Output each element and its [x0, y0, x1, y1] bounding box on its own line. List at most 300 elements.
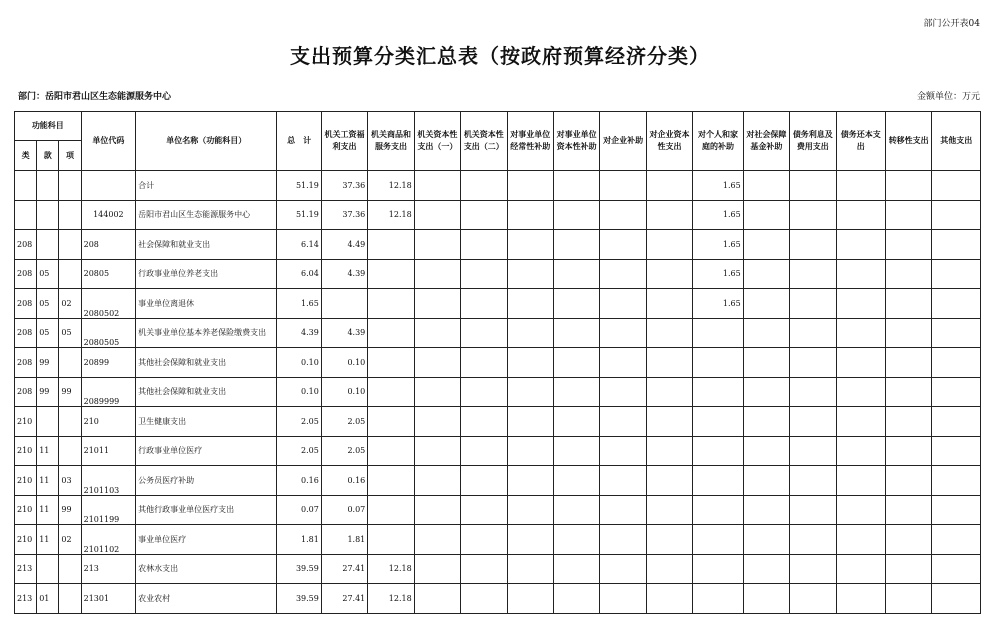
cell-total: 39.59 [277, 584, 321, 614]
cell-c8 [646, 495, 692, 525]
cell-c2: 12.18 [368, 200, 414, 230]
cell-c11 [790, 584, 836, 614]
cell-c4 [461, 348, 507, 378]
table-row [15, 289, 981, 319]
cell-name: 机关事业单位基本养老保险缴费支出 [136, 318, 277, 348]
cell-lei: 208 [15, 289, 37, 319]
cell-code: 20899 [81, 348, 136, 378]
cell-code: 2101102 [81, 525, 136, 555]
cell-c7 [600, 407, 646, 437]
cell-c8 [646, 289, 692, 319]
department-label: 部门：岳阳市君山区生态能源服务中心 [18, 92, 172, 102]
cell-c12 [836, 171, 885, 201]
cell-total: 0.10 [277, 377, 321, 407]
cell-c1: 27.41 [321, 584, 367, 614]
cell-c8 [646, 200, 692, 230]
cell-c11 [790, 200, 836, 230]
header-c8: 对企业资本性支出 [646, 112, 692, 171]
cell-c11 [790, 289, 836, 319]
cell-c9 [693, 348, 743, 378]
cell-total: 6.14 [277, 230, 321, 260]
cell-total: 51.19 [277, 171, 321, 201]
cell-total: 1.65 [277, 289, 321, 319]
cell-c10 [743, 525, 789, 555]
cell-c2 [368, 466, 414, 496]
cell-c4 [461, 318, 507, 348]
cell-c12 [836, 525, 885, 555]
cell-lei [15, 171, 37, 201]
cell-c9 [693, 436, 743, 466]
cell-kuan [37, 407, 59, 437]
cell-c9: 1.65 [693, 230, 743, 260]
cell-kuan: 11 [37, 525, 59, 555]
cell-c3 [414, 318, 460, 348]
cell-name: 卫生健康支出 [136, 407, 277, 437]
cell-c8 [646, 377, 692, 407]
cell-name: 社会保障和就业支出 [136, 230, 277, 260]
cell-c4 [461, 230, 507, 260]
cell-c5 [507, 230, 553, 260]
cell-xiang [59, 584, 81, 614]
cell-c14 [932, 318, 981, 348]
cell-c3 [414, 584, 460, 614]
table-row [15, 259, 981, 289]
cell-c10 [743, 407, 789, 437]
cell-c6 [553, 495, 599, 525]
cell-c13 [885, 466, 931, 496]
cell-c13 [885, 200, 931, 230]
cell-c2 [368, 407, 414, 437]
cell-xiang [59, 554, 81, 584]
cell-c1: 37.36 [321, 171, 367, 201]
cell-c7 [600, 318, 646, 348]
header-kuan: 款 [37, 141, 59, 171]
cell-c10 [743, 495, 789, 525]
cell-name: 合计 [136, 171, 277, 201]
cell-c12 [836, 289, 885, 319]
cell-c7 [600, 259, 646, 289]
cell-name: 其他社会保障和就业支出 [136, 348, 277, 378]
cell-c11 [790, 466, 836, 496]
cell-lei: 210 [15, 495, 37, 525]
cell-c11 [790, 230, 836, 260]
cell-c4 [461, 436, 507, 466]
cell-c12 [836, 230, 885, 260]
cell-c5 [507, 407, 553, 437]
cell-c10 [743, 318, 789, 348]
cell-c13 [885, 348, 931, 378]
cell-c10 [743, 200, 789, 230]
cell-c10 [743, 377, 789, 407]
cell-code: 2101103 [81, 466, 136, 496]
cell-c4 [461, 171, 507, 201]
cell-c4 [461, 525, 507, 555]
cell-c12 [836, 466, 885, 496]
cell-lei: 208 [15, 348, 37, 378]
cell-c3 [414, 259, 460, 289]
cell-c3 [414, 200, 460, 230]
cell-code: 144002 [81, 200, 136, 230]
cell-c11 [790, 259, 836, 289]
cell-code: 21301 [81, 584, 136, 614]
cell-xiang [59, 200, 81, 230]
cell-c12 [836, 436, 885, 466]
cell-c13 [885, 584, 931, 614]
header-c1: 机关工资福利支出 [321, 112, 367, 171]
cell-c14 [932, 584, 981, 614]
table-row [15, 377, 981, 407]
cell-c12 [836, 495, 885, 525]
cell-c1: 0.16 [321, 466, 367, 496]
cell-c7 [600, 348, 646, 378]
cell-name: 行政事业单位养老支出 [136, 259, 277, 289]
cell-code: 20805 [81, 259, 136, 289]
cell-c8 [646, 584, 692, 614]
cell-c9: 1.65 [693, 171, 743, 201]
cell-c7 [600, 377, 646, 407]
cell-c13 [885, 377, 931, 407]
cell-c8 [646, 259, 692, 289]
header-c5: 对事业单位经常性补助 [507, 112, 553, 171]
cell-c4 [461, 200, 507, 230]
cell-c2 [368, 318, 414, 348]
cell-lei: 210 [15, 436, 37, 466]
cell-c7 [600, 171, 646, 201]
cell-c6 [553, 348, 599, 378]
cell-c7 [600, 584, 646, 614]
cell-c10 [743, 584, 789, 614]
cell-c2: 12.18 [368, 171, 414, 201]
cell-c10 [743, 259, 789, 289]
cell-c6 [553, 407, 599, 437]
cell-c7 [600, 200, 646, 230]
cell-c10 [743, 289, 789, 319]
cell-c1: 4.39 [321, 318, 367, 348]
cell-c1: 0.10 [321, 348, 367, 378]
cell-kuan [37, 554, 59, 584]
cell-c6 [553, 289, 599, 319]
header-c13: 转移性支出 [885, 112, 931, 171]
cell-c3 [414, 348, 460, 378]
cell-c3 [414, 407, 460, 437]
table-row [15, 584, 981, 614]
cell-c5 [507, 289, 553, 319]
cell-c3 [414, 525, 460, 555]
cell-c3 [414, 495, 460, 525]
cell-c12 [836, 318, 885, 348]
cell-xiang: 03 [59, 466, 81, 496]
cell-c11 [790, 436, 836, 466]
cell-c2 [368, 436, 414, 466]
cell-c1: 1.81 [321, 525, 367, 555]
cell-name: 岳阳市君山区生态能源服务中心 [136, 200, 277, 230]
cell-kuan: 99 [37, 348, 59, 378]
cell-c6 [553, 584, 599, 614]
cell-c13 [885, 289, 931, 319]
cell-c1: 27.41 [321, 554, 367, 584]
page-title: 支出预算分类汇总表（按政府预算经济分类） [290, 44, 710, 68]
cell-c14 [932, 495, 981, 525]
cell-c8 [646, 525, 692, 555]
cell-c8 [646, 466, 692, 496]
cell-c5 [507, 200, 553, 230]
cell-c2 [368, 230, 414, 260]
cell-xiang: 99 [59, 377, 81, 407]
cell-kuan: 01 [37, 584, 59, 614]
cell-c1: 4.49 [321, 230, 367, 260]
header-c3: 机关资本性支出（一） [414, 112, 460, 171]
cell-lei: 210 [15, 525, 37, 555]
cell-c6 [553, 318, 599, 348]
cell-c12 [836, 200, 885, 230]
cell-c6 [553, 171, 599, 201]
cell-c6 [553, 436, 599, 466]
cell-name: 其他社会保障和就业支出 [136, 377, 277, 407]
cell-c4 [461, 495, 507, 525]
cell-name: 农林水支出 [136, 554, 277, 584]
cell-lei: 210 [15, 407, 37, 437]
cell-code: 208 [81, 230, 136, 260]
cell-c5 [507, 348, 553, 378]
table-row [15, 230, 981, 260]
cell-c12 [836, 554, 885, 584]
cell-c4 [461, 466, 507, 496]
cell-c6 [553, 554, 599, 584]
cell-c8 [646, 436, 692, 466]
cell-c6 [553, 525, 599, 555]
cell-code: 2080505 [81, 318, 136, 348]
cell-c14 [932, 466, 981, 496]
cell-c3 [414, 171, 460, 201]
cell-c13 [885, 407, 931, 437]
cell-lei: 208 [15, 318, 37, 348]
cell-c9 [693, 525, 743, 555]
cell-name: 其他行政事业单位医疗支出 [136, 495, 277, 525]
cell-total: 6.04 [277, 259, 321, 289]
cell-code: 21011 [81, 436, 136, 466]
cell-c10 [743, 466, 789, 496]
cell-c11 [790, 318, 836, 348]
header-xiang: 项 [59, 141, 81, 171]
cell-c13 [885, 436, 931, 466]
cell-c14 [932, 289, 981, 319]
cell-lei: 208 [15, 259, 37, 289]
cell-c13 [885, 318, 931, 348]
cell-c8 [646, 230, 692, 260]
cell-c1 [321, 289, 367, 319]
cell-c7 [600, 436, 646, 466]
cell-c7 [600, 554, 646, 584]
cell-c7 [600, 230, 646, 260]
cell-c10 [743, 554, 789, 584]
table-row [15, 495, 981, 525]
cell-c9: 1.65 [693, 200, 743, 230]
cell-name: 事业单位医疗 [136, 525, 277, 555]
cell-kuan: 11 [37, 436, 59, 466]
cell-total: 39.59 [277, 554, 321, 584]
cell-c12 [836, 407, 885, 437]
header-c14: 其他支出 [932, 112, 981, 171]
cell-c2 [368, 289, 414, 319]
cell-c9 [693, 466, 743, 496]
header-unit-code: 单位代码 [81, 112, 136, 171]
cell-c7 [600, 525, 646, 555]
header-c9: 对个人和家庭的补助 [693, 112, 743, 171]
cell-c13 [885, 525, 931, 555]
cell-c7 [600, 495, 646, 525]
table-row [15, 554, 981, 584]
cell-c7 [600, 466, 646, 496]
cell-code: 213 [81, 554, 136, 584]
cell-c2 [368, 525, 414, 555]
header-c12: 债务还本支出 [836, 112, 885, 171]
cell-c4 [461, 554, 507, 584]
cell-name: 农业农村 [136, 584, 277, 614]
cell-kuan: 05 [37, 259, 59, 289]
cell-kuan: 99 [37, 377, 59, 407]
cell-c3 [414, 436, 460, 466]
cell-c14 [932, 554, 981, 584]
cell-lei: 213 [15, 584, 37, 614]
cell-total: 2.05 [277, 436, 321, 466]
cell-xiang: 05 [59, 318, 81, 348]
table-row [15, 348, 981, 378]
cell-total: 0.07 [277, 495, 321, 525]
cell-c5 [507, 318, 553, 348]
cell-c2 [368, 259, 414, 289]
header-lei: 类 [15, 141, 37, 171]
header-c7: 对企业补助 [600, 112, 646, 171]
cell-code [81, 171, 136, 201]
cell-c5 [507, 554, 553, 584]
cell-xiang: 99 [59, 495, 81, 525]
cell-code: 2089999 [81, 377, 136, 407]
cell-kuan: 11 [37, 466, 59, 496]
cell-c3 [414, 289, 460, 319]
cell-c9 [693, 377, 743, 407]
cell-c3 [414, 466, 460, 496]
table-row [15, 171, 981, 201]
cell-c1: 0.07 [321, 495, 367, 525]
cell-kuan: 05 [37, 318, 59, 348]
cell-lei: 210 [15, 466, 37, 496]
table-row [15, 407, 981, 437]
table-row [15, 525, 981, 555]
cell-c14 [932, 348, 981, 378]
cell-c11 [790, 525, 836, 555]
cell-c9 [693, 584, 743, 614]
header-c10: 对社会保障基金补助 [743, 112, 789, 171]
cell-total: 51.19 [277, 200, 321, 230]
header-c6: 对事业单位资本性补助 [553, 112, 599, 171]
cell-xiang: 02 [59, 289, 81, 319]
table-row [15, 436, 981, 466]
cell-total: 1.81 [277, 525, 321, 555]
table-row [15, 318, 981, 348]
cell-c13 [885, 259, 931, 289]
cell-c2 [368, 495, 414, 525]
cell-c4 [461, 377, 507, 407]
cell-c9 [693, 554, 743, 584]
cell-c14 [932, 230, 981, 260]
cell-kuan: 11 [37, 495, 59, 525]
cell-c10 [743, 230, 789, 260]
cell-c13 [885, 554, 931, 584]
cell-c11 [790, 495, 836, 525]
cell-c11 [790, 171, 836, 201]
header-total: 总 计 [277, 112, 321, 171]
cell-kuan [37, 230, 59, 260]
cell-xiang [59, 436, 81, 466]
cell-c5 [507, 495, 553, 525]
cell-xiang [59, 348, 81, 378]
cell-lei: 208 [15, 230, 37, 260]
cell-c6 [553, 230, 599, 260]
cell-c8 [646, 348, 692, 378]
cell-c11 [790, 377, 836, 407]
table-body [15, 171, 981, 614]
cell-c10 [743, 436, 789, 466]
cell-c2 [368, 348, 414, 378]
cell-xiang [59, 407, 81, 437]
cell-c14 [932, 407, 981, 437]
cell-lei: 208 [15, 377, 37, 407]
budget-table [14, 111, 981, 614]
cell-c5 [507, 377, 553, 407]
cell-c12 [836, 259, 885, 289]
cell-c10 [743, 171, 789, 201]
cell-total: 4.39 [277, 318, 321, 348]
cell-xiang [59, 230, 81, 260]
cell-c11 [790, 407, 836, 437]
cell-c6 [553, 466, 599, 496]
cell-c1: 0.10 [321, 377, 367, 407]
cell-c12 [836, 348, 885, 378]
cell-xiang [59, 171, 81, 201]
cell-c6 [553, 377, 599, 407]
cell-lei [15, 200, 37, 230]
cell-xiang [59, 259, 81, 289]
cell-code: 210 [81, 407, 136, 437]
cell-c9 [693, 495, 743, 525]
cell-c4 [461, 289, 507, 319]
cell-kuan: 05 [37, 289, 59, 319]
table-row [15, 466, 981, 496]
cell-c6 [553, 259, 599, 289]
amount-unit-label: 金额单位：万元 [916, 92, 980, 102]
cell-total: 0.10 [277, 348, 321, 378]
cell-xiang: 02 [59, 525, 81, 555]
cell-lei: 213 [15, 554, 37, 584]
header-c2: 机关商品和服务支出 [368, 112, 414, 171]
cell-c11 [790, 554, 836, 584]
cell-c12 [836, 584, 885, 614]
cell-c8 [646, 407, 692, 437]
cell-c4 [461, 407, 507, 437]
cell-c2: 12.18 [368, 584, 414, 614]
header-func-subject: 功能科目 [15, 112, 82, 141]
cell-name: 行政事业单位医疗 [136, 436, 277, 466]
header-c4: 机关资本性支出（二） [461, 112, 507, 171]
cell-c14 [932, 171, 981, 201]
cell-c2 [368, 377, 414, 407]
cell-c1: 2.05 [321, 407, 367, 437]
cell-c1: 4.39 [321, 259, 367, 289]
cell-c5 [507, 584, 553, 614]
cell-c5 [507, 436, 553, 466]
header-c11: 债务利息及费用支出 [790, 112, 836, 171]
cell-kuan [37, 171, 59, 201]
